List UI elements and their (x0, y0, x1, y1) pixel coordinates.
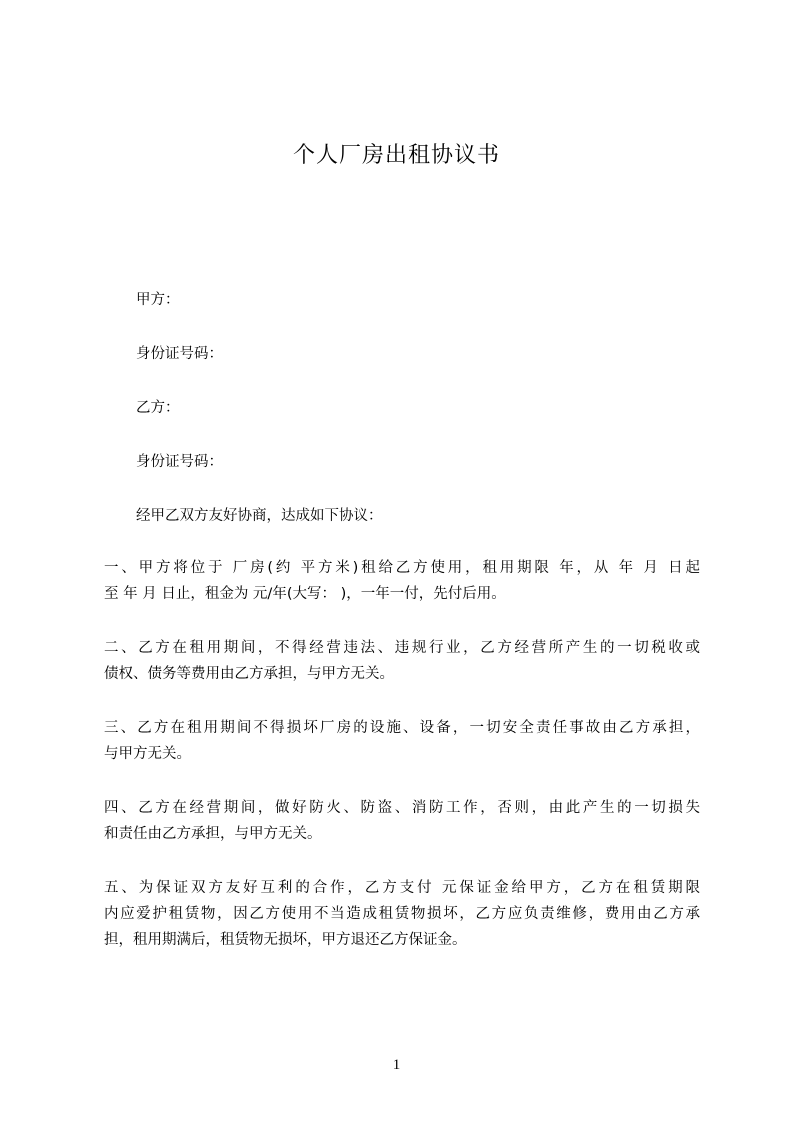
clause-3-line-1: 三、乙方在租用期间不得损坏厂房的设施、设备，一切安全责任事故由乙方承担， (104, 720, 700, 736)
clause-2-line-1: 二、乙方在租用期间，不得经营违法、违规行业，乙方经营所产生的一切税收或 (104, 640, 700, 656)
page-number: 1 (392, 1057, 401, 1073)
clause-5-line-1: 五、为保证双方友好互利的合作，乙方支付 元保证金给甲方，乙方在租赁期限 (104, 880, 700, 896)
clause-4-line-2: 和责任由乙方承担，与甲方无关。 (104, 826, 322, 842)
party-b-id-label: 身份证号码： (136, 454, 223, 470)
party-a-id-label: 身份证号码： (136, 346, 223, 362)
party-a-label: 甲方： (136, 292, 180, 308)
clause-1-line-1: 一、甲方将位于 厂房(约 平方米)租给乙方使用，租用期限 年，从 年 月 日起 (104, 560, 700, 576)
clause-5-line-2: 内应爱护租赁物，因乙方使用不当造成租赁物损坏，乙方应负责维修，费用由乙方承 (104, 906, 700, 922)
clause-5-line-3: 担，租用期满后，租赁物无损坏，甲方退还乙方保证金。 (104, 932, 467, 948)
clause-1-line-2: 至 年 月 日止，租金为 元/年(大写： )，一年一付，先付后用。 (104, 586, 506, 602)
clause-4-line-1: 四、乙方在经营期间，做好防火、防盗、消防工作，否则，由此产生的一切损失 (104, 800, 700, 816)
party-b-label: 乙方： (136, 400, 180, 416)
document-title: 个人厂房出租协议书 (292, 143, 500, 168)
clause-2-line-2: 债权、债务等费用由乙方承担，与甲方无关。 (104, 666, 394, 682)
intro-paragraph: 经甲乙双方友好协商，达成如下协议： (136, 508, 383, 524)
clause-3-line-2: 与甲方无关。 (104, 746, 191, 762)
